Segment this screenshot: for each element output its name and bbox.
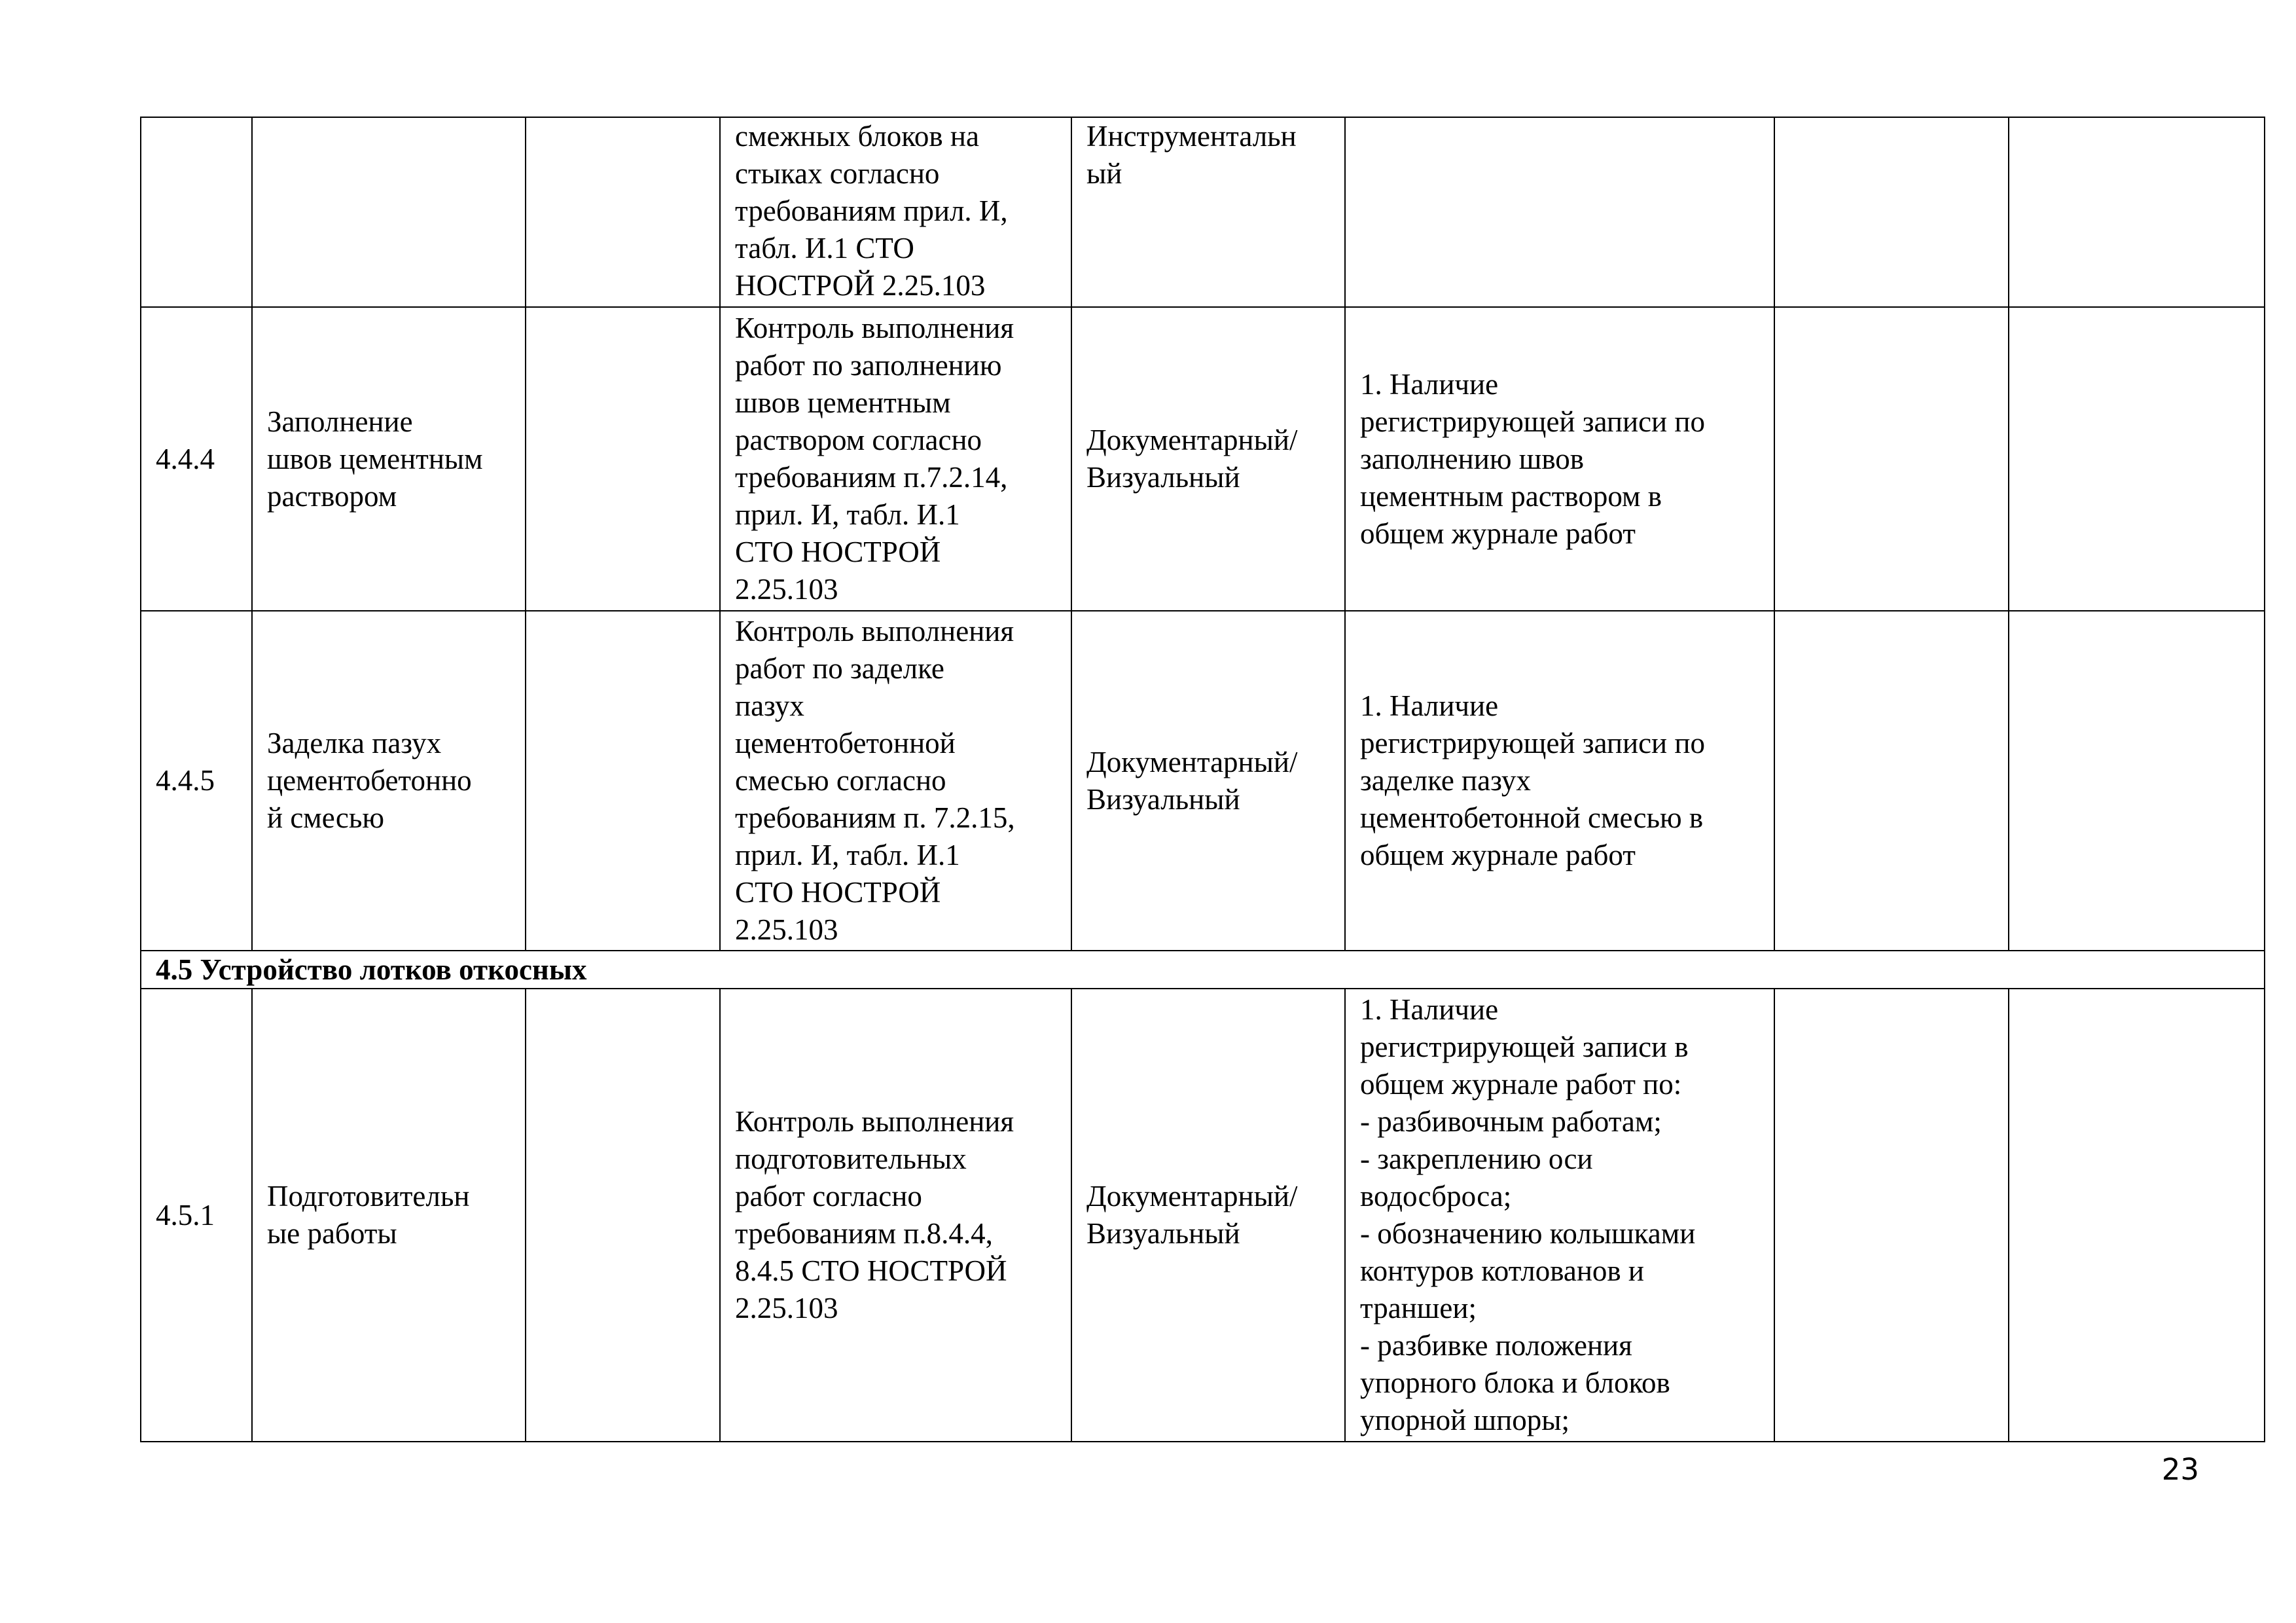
cell-empty <box>1774 611 2009 951</box>
cell-number: 4.5.1 <box>141 989 252 1442</box>
cell-method: Документарный/ Визуальный <box>1071 611 1345 951</box>
cell-empty <box>2009 611 2265 951</box>
cell-empty <box>1774 117 2009 307</box>
cell-number: 4.4.5 <box>141 611 252 951</box>
cell-method: Документарный/ Визуальный <box>1071 307 1345 611</box>
control-table <box>140 117 2265 1442</box>
table-row <box>141 611 2265 951</box>
cell-empty <box>526 307 720 611</box>
cell-empty <box>1774 307 2009 611</box>
cell-result: 1. Наличие регистрирующей записи в общем журнале работ по: - разбивочным работам; - закреплению оси водосброса; - обозначению колышками контуров котлованов и траншеи; - разбивке положения упорного блока и блоков упорной шпоры; <box>1345 989 1774 1442</box>
cell-stage <box>252 117 526 307</box>
cell-method: Инструментальн ый <box>1071 117 1345 307</box>
cell-stage: Заделка пазух цементобетонно й смесью <box>252 611 526 951</box>
page-number: 23 <box>2161 1452 2199 1487</box>
cell-number: 4.4.4 <box>141 307 252 611</box>
cell-stage: Подготовительн ые работы <box>252 989 526 1442</box>
cell-stage: Заполнение швов цементным раствором <box>252 307 526 611</box>
table-row <box>141 307 2265 611</box>
cell-empty <box>526 117 720 307</box>
cell-empty <box>2009 117 2265 307</box>
cell-result <box>1345 117 1774 307</box>
section-header-row <box>141 951 2265 989</box>
cell-result: 1. Наличие регистрирующей записи по заделке пазух цементобетонной смесью в общем журнале работ <box>1345 611 1774 951</box>
cell-control-description: Контроль выполнения работ по заделке пазух цементобетонной смесью согласно требованиям п. 7.2.15, прил. И, табл. И.1 СТО НОСТРОЙ 2.25.103 <box>720 611 1071 951</box>
cell-control-description: Контроль выполнения работ по заполнению швов цементным раствором согласно требованиям п.7.2.14, прил. И, табл. И.1 СТО НОСТРОЙ 2.25.103 <box>720 307 1071 611</box>
cell-number <box>141 117 252 307</box>
cell-result: 1. Наличие регистрирующей записи по заполнению швов цементным раствором в общем журнале работ <box>1345 307 1774 611</box>
cell-empty <box>526 989 720 1442</box>
cell-empty <box>1774 989 2009 1442</box>
section-title: 4.5 Устройство лотков откосных <box>141 951 2265 989</box>
cell-empty <box>2009 307 2265 611</box>
table-row <box>141 989 2265 1442</box>
cell-empty <box>2009 989 2265 1442</box>
cell-control-description: смежных блоков на стыках согласно требованиям прил. И, табл. И.1 СТО НОСТРОЙ 2.25.103 <box>720 117 1071 307</box>
cell-method: Документарный/ Визуальный <box>1071 989 1345 1442</box>
cell-control-description: Контроль выполнения подготовительных работ согласно требованиям п.8.4.4, 8.4.5 СТО НОСТРОЙ 2.25.103 <box>720 989 1071 1442</box>
table-row <box>141 117 2265 307</box>
cell-empty <box>526 611 720 951</box>
